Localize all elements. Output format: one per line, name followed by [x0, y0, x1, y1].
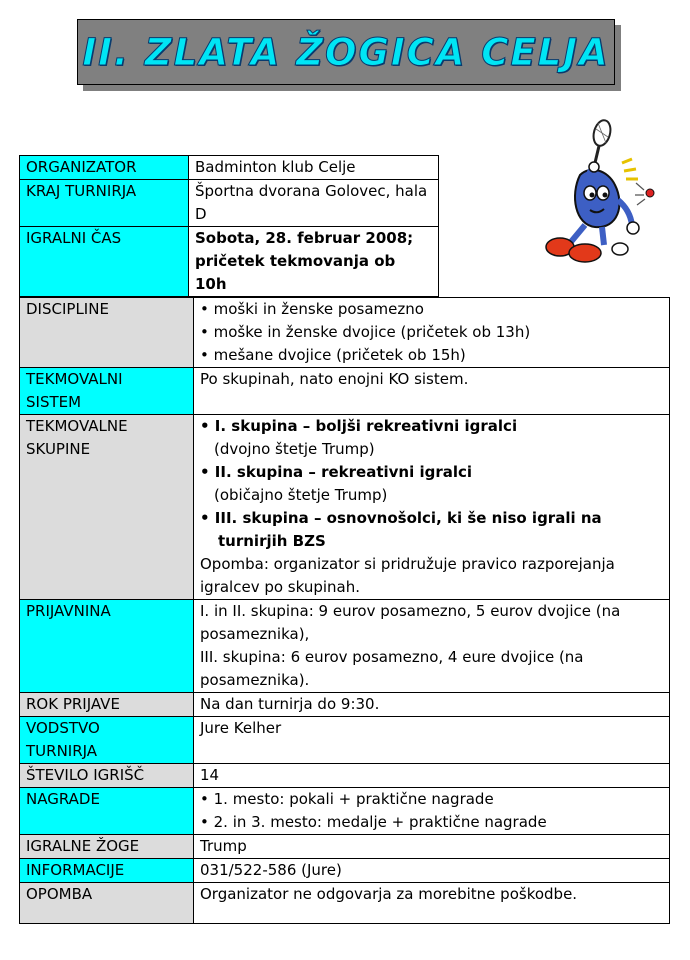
row-label: DISCIPLINE: [20, 298, 194, 368]
info-label: KRAJ TURNIRJA: [20, 180, 189, 227]
list-item: • moški in ženske posamezno: [200, 300, 424, 318]
info-row-cas: [20, 227, 439, 297]
row-value: 14: [194, 764, 670, 788]
row-value: [194, 788, 670, 835]
row-prijavnina: [20, 600, 670, 693]
row-value: Jure Kelher: [194, 717, 670, 764]
fee-line: posameznika),: [200, 625, 310, 643]
list-item: • mešane dvojice (pričetek ob 15h): [200, 346, 466, 364]
fee-line: posameznika).: [200, 671, 310, 689]
group-1: • I. skupina – boljši rekreativni igralci: [200, 417, 518, 435]
row-sistem: [20, 368, 670, 415]
row-value: Na dan turnirja do 9:30.: [194, 693, 670, 717]
row-igrisca: [20, 764, 670, 788]
label-line: SISTEM: [26, 393, 82, 411]
label-line: TURNIRJA: [26, 742, 98, 760]
group-2-note: (običajno štetje Trump): [214, 486, 388, 504]
row-discipline: [20, 298, 670, 368]
label-line: TEKMOVALNE: [26, 417, 128, 435]
row-label: OPOMBA: [20, 883, 194, 924]
label-line: TEKMOVALNI: [26, 370, 123, 388]
row-label: INFORMACIJE: [20, 859, 194, 883]
groups-note: Opomba: organizator si pridružuje pravico razporejanja: [200, 555, 615, 573]
row-label: [20, 368, 194, 415]
info-value: [189, 227, 439, 297]
groups-note-cont: igralcev po skupinah.: [200, 578, 361, 596]
info-label: ORGANIZATOR: [20, 156, 189, 180]
row-label: NAGRADE: [20, 788, 194, 835]
row-nagrade: [20, 788, 670, 835]
info-value: Športna dvorana Golovec, hala D: [189, 180, 439, 227]
row-skupine: [20, 415, 670, 600]
info-value: Badminton klub Celje: [189, 156, 439, 180]
group-3-cont: turnirjih BZS: [218, 532, 326, 550]
row-label: IGRALNE ŽOGE: [20, 835, 194, 859]
page-title: II. ZLATA ŽOGICA CELJA: [82, 30, 610, 74]
fee-line: I. in II. skupina: 9 eurov posamezno, 5 eurov dvojice (na: [200, 602, 621, 620]
list-item: • 2. in 3. mesto: medalje + praktične nagrade: [200, 813, 547, 831]
row-value: [194, 415, 670, 600]
info-row-organizator: [20, 156, 439, 180]
row-label: [20, 415, 194, 600]
group-1-note: (dvojno štetje Trump): [214, 440, 375, 458]
row-value: [194, 298, 670, 368]
badminton-mascot-icon: [540, 115, 670, 265]
group-2: • II. skupina – rekreativni igralci: [200, 463, 473, 481]
row-rok: [20, 693, 670, 717]
details-table: [19, 297, 670, 924]
row-informacije: [20, 859, 670, 883]
row-value: Po skupinah, nato enojni KO sistem.: [194, 368, 670, 415]
row-value: [194, 600, 670, 693]
row-label: PRIJAVNINA: [20, 600, 194, 693]
title-banner: [77, 19, 615, 85]
fee-line: III. skupina: 6 eurov posamezno, 4 eure dvojice (na: [200, 648, 584, 666]
date-line: Sobota, 28. februar 2008;: [195, 229, 414, 247]
row-label: ROK PRIJAVE: [20, 693, 194, 717]
start-line: pričetek tekmovanja ob 10h: [195, 252, 396, 293]
row-value: 031/522-586 (Jure): [194, 859, 670, 883]
row-opomba: [20, 883, 670, 924]
row-label: [20, 717, 194, 764]
row-value: Organizator ne odgovarja za morebitne poškodbe.: [194, 883, 670, 924]
label-line: VODSTVO: [26, 719, 100, 737]
group-3: • III. skupina – osnovnošolci, ki še niso igrali na: [200, 509, 602, 527]
row-zoge: [20, 835, 670, 859]
info-row-kraj: [20, 180, 439, 227]
info-table: [19, 155, 439, 297]
list-item: • moške in ženske dvojice (pričetek ob 13h): [200, 323, 531, 341]
label-line: SKUPINE: [26, 440, 91, 458]
row-value: Trump: [194, 835, 670, 859]
list-item: • 1. mesto: pokali + praktične nagrade: [200, 790, 494, 808]
row-vodstvo: [20, 717, 670, 764]
row-label: ŠTEVILO IGRIŠČ: [20, 764, 194, 788]
info-label: IGRALNI ČAS: [20, 227, 189, 297]
